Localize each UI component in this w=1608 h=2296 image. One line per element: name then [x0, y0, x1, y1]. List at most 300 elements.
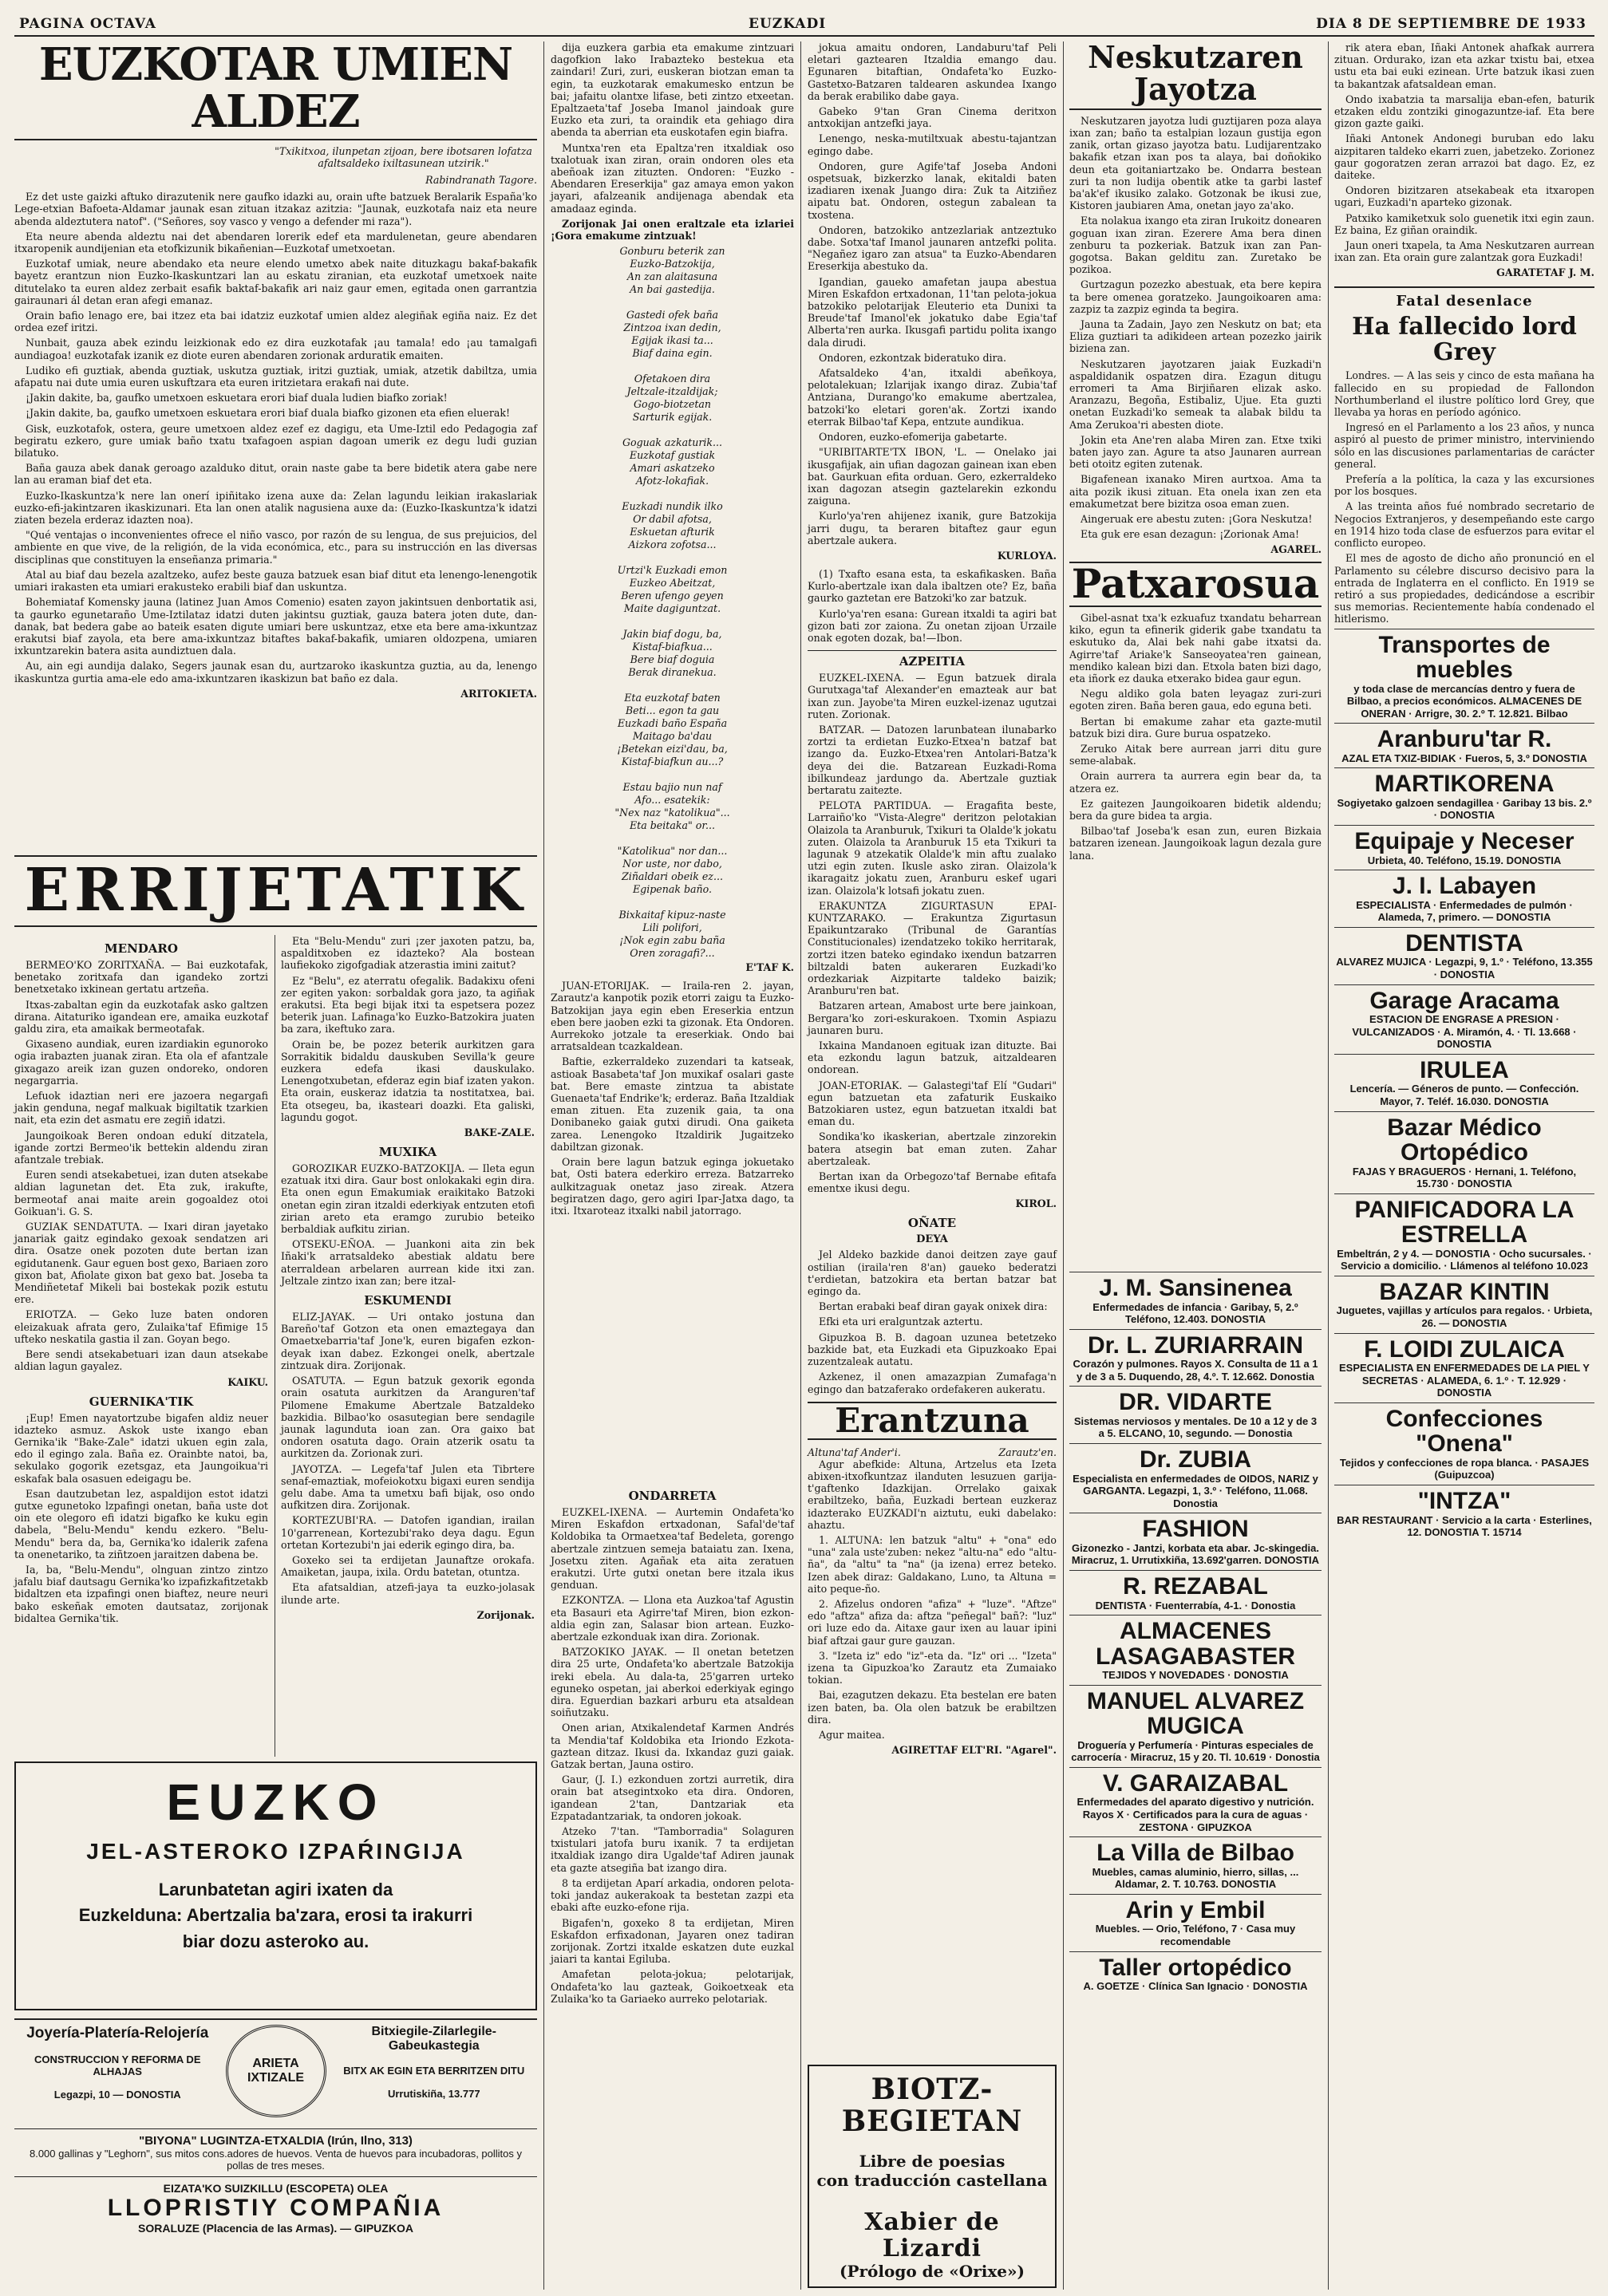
- ad-details: ALVAREZ MUJICA · Legazpi, 9, 1.º · Teléfono, 13.355 · DONOSTIA: [1336, 956, 1593, 980]
- paragraph: OTSEKU-EÑOA. — Juankoni aita zin bek Iñaki'k arratsaldeko abestiak aldatu bere aterraldean arbelaren aurrean kide itxi zan. Jeltzale zintzo ixan zan; bere itzal-: [281, 1238, 535, 1287]
- verse-line: Urtzi'k Euzkadi emon: [617, 564, 728, 577]
- erantzuna-recipient: Altuna'taf Ander'i.: [808, 1446, 901, 1458]
- paragraph: Afatsaldeko 4'an, itxaldi abeñkoya, pelotalekuan; Izlarijak ixango diraz. Zubia'taf Antziana, Durango'ko emakume abertzalea, batzoki'ko eletari goren'ak. Zortzi ixando eterrak Bilbao'taf Kepa, entzute aundikua.: [808, 367, 1057, 428]
- ad-title: Aranburu'tar R.: [1377, 726, 1552, 753]
- verse-line: Amari askatzeko: [630, 462, 715, 475]
- classified-ad: [1334, 984, 1594, 1054]
- newspaper-page: [14, 6, 1594, 2290]
- ad-bitxi-title: Bitxiegile-Zilarlegile-Gabeukastegia: [371, 2025, 496, 2053]
- paragraph: Gurtzagun pozezko abestuak, eta bere kepira ta bere omenea goratzeko. Jaungoikoaren ama: zazpiz ta zazpiz eginda ta begira.: [1069, 278, 1322, 315]
- paragraph: Gipuzkoa B. B. dagoan uzunea betetzeko bazkide bat, eta Euzkadi eta Gipuzkoako Epai zuzentzaleak autatu.: [808, 1331, 1057, 1368]
- masthead: [14, 6, 1594, 37]
- juan-etorijak-body: [551, 980, 794, 1217]
- paragraph: Azkenez, il onen amazazpian Zumafaga'n egingo dan batzaferako ordefakeren aukeratu.: [808, 1371, 1057, 1395]
- paragraph: El mes de agosto de dicho año pronunció en el Parlamento su célebre discurso decisivo para la entrada de Inglaterra en el conflicto. En 1919 se retiró a sus propiedades, dedicándose a escribir sus memorias. Recientemente había condenado el hitlerismo.: [1334, 552, 1594, 625]
- verse-line: Euzkadi baño España: [617, 717, 728, 730]
- paragraph: A las treinta años fué nombrado secretario de Negocios Extranjeros, y desempeñando este cargo en 1914 hizo toda clase de esfuerzos para evitar el conflicto europeo.: [1334, 500, 1594, 550]
- ad-title: DENTISTA: [1405, 929, 1523, 957]
- ad-details: Sistemas nerviosos y mentales. De 10 a 12 y de 3 a 5. ELCANO, 10, segundo. — Donostia: [1073, 1414, 1318, 1440]
- verse-signature: E'TAF K.: [745, 961, 794, 974]
- paragraph: Orain aurrera ta aurrera egin bear da, ta atzera ez.: [1069, 770, 1322, 795]
- lord-grey-body: [1334, 369, 1594, 625]
- ad-title: Garage Aracama: [1369, 987, 1559, 1014]
- paragraph: Nunbait, gauza abek ezindu leizkionak edo ez dira euzkotafak ¡au tamala! edo ¡au tamalgafi aundiagoa! euzkotafak izanik ez diote euren abendaren zorionak arduratik emaiten.: [14, 337, 537, 361]
- verse-line: [551, 768, 794, 781]
- paragraph: Ondoren, ezkontzak bideratuko dira.: [819, 351, 1007, 364]
- column-five: [1069, 41, 1322, 1302]
- section-errijetatik: [14, 855, 537, 1757]
- ad-details: BAR RESTAURANT · Servicio a la carta · Esterlines, 12. DONOSTIA T. 15714: [1337, 1513, 1592, 1539]
- paragraph: Ondoren bizitzaren atsekabeak eta itxaropen ugari, Euzkadi'n aparteko gizonak.: [1334, 184, 1594, 209]
- column-rule: [543, 41, 544, 2290]
- erantzuna-signature: AGIRETTAF ELT'RI. "Agarel".: [891, 1744, 1057, 1757]
- ad-title: PANIFICADORA LA ESTRELLA: [1354, 1196, 1574, 1249]
- paragraph: ELIZ-JAYAK. — Uri ontako jostuna dan Bareño'taf Gotzon eta onen emaztegaya dan Omaetxebarria'taf Jone'k, euren bigafen ezkon-deyak ixan dabez. Ezkongei onelk, abertzale zintzuak dira. Zorijonak.: [281, 1311, 535, 1371]
- ad-title: BAZAR KINTIN: [1379, 1278, 1550, 1305]
- verse-line: [551, 896, 794, 909]
- ad-euzko-line3: biar dozu asteroko au.: [182, 1931, 369, 1951]
- paragraph: dija euzkera garbia eta emakume zintzuari dagofkion lako Irabazteko bestekua eta zaindari! Zuri, zuri, euskeran biotzan eman ta egin, ta euzkotarak emakumesko entzun be bai; jafaitu olantxe lifase, beti zintzo etxeetan. Epaltzaeta'taf Joseba Imanol jaindoak gure Euzko eta zuri, ta oraindik eta gehiago dira abenda ta aberrian eta euskotafen egin biafra.: [551, 41, 794, 139]
- verse-line: Euzkeo Abeitzat,: [629, 577, 716, 590]
- verse-line: Maitago ba'dau: [632, 730, 713, 743]
- column-rule: [1328, 41, 1329, 2290]
- paragraph: Igandian, gaueko amafetan jaupa abestua Miren Eskafdon ertxadonan, 11'tan pelota-jokua batzokiko pelotarijak Eleuterio eta Dunixi ta Breude'taf Imanol'ek jokatuko dabe Egia'taf Alberta'ren aurka. Ikusgafi partidu polita ixango dala dirudi.: [808, 275, 1057, 349]
- verse-line: [551, 679, 794, 692]
- paragraph: Esan dautzubetan lez, aspaldijon estot idatzi gutxe egunetoko lzpafingi onetan, baña uste dot oin ete olegoro efi idatzi bigafko ke kuku egin dabela, "Belu-Mendu" kendu ezkero. "Belu-Mendu" bera da, ba, Gernika'ko idalerik zafena ta onenetariko, ta ziñtzoen jaraitzen dabena be.: [14, 1487, 268, 1560]
- verse-line: Egipenak baño.: [632, 883, 713, 896]
- paragraph: Ez gaitezen Jaungoikoaren bidetik aldendu; bera da gure bidea ta argia.: [1069, 797, 1322, 823]
- classified-ad: [1069, 1570, 1322, 1615]
- paragraph: Gisk, euzkotafok, ostera, geure umetxoen aldez ezef ez dagigu, eta Ume-Iztil edo Pedagogia zaf begiratu ezkero, gure umiak baño txatu txafagoen aspian dagoan umerik ez degu ludi guzian bilatuko.: [14, 422, 537, 460]
- verse-line: Kistaf-biafkua...: [632, 641, 713, 653]
- paragraph: Euzkotaf umiak, neure abendako eta neure elendo umetxo abek naite dituzkagu bakaf-bakafik bayetz erantzun nion Euzko-Ikaskuntzari lan au eskatu ziranian, eta euzkotaf umetxoek naite ditutelako ta euren aldez zerbait esafik baktaf-bakafik ari naiz gaur emen, egitada onen garrantzia gairaunari ál detan eran afegi emanaz.: [14, 258, 537, 306]
- paragraph: Prefería a la política, la caza y las excursiones por los bosques.: [1334, 473, 1594, 498]
- verse-line: Jakin biaf dogu, ba,: [622, 628, 722, 641]
- ad-jewelry: [14, 2025, 221, 2128]
- verse-line: Eskuetan afturik: [630, 526, 715, 538]
- classified-ad: [1334, 1485, 1594, 1542]
- ad-title: Taller ortopédico: [1099, 1954, 1292, 1981]
- paragraph: Bertan ixan da Orbegozo'taf Bernabe efitafa ementxe ikusi degu.: [808, 1170, 1057, 1195]
- classified-ad: [1334, 1111, 1594, 1193]
- verse-line: Beren ufengo geyen: [621, 590, 724, 602]
- newspaper-name: EUZKADI: [749, 16, 827, 32]
- paragraph: Ingresó en el Parlamento a los 23 años, y nunca aspiró al puesto de primer ministro, interviniendo sólo en las discusiones parlamentarias de carácter general.: [1334, 421, 1594, 470]
- mendaro-signature: KAIKU.: [227, 1375, 268, 1388]
- verse-line: Or dabil afotsa,: [633, 513, 712, 526]
- ad-details: Corazón y pulmones. Rayos X. Consulta de 11 a 1 y de 3 a 5. Duquendo, 28, 4.º. T. 12.662. Donostia: [1073, 1358, 1318, 1383]
- lord-grey-headline: Ha fallecido lord Grey: [1352, 313, 1577, 366]
- paragraph: Onen arian, Atxikalendetaf Karmen Andrés ta Mendia'taf Koldobika eta Iriondo Ezkota-gaztean ditzaz. Ikusi da. Ixkandaz guzi gaiak. Gatzak bertan, Jauna ostiro.: [551, 1722, 794, 1771]
- paragraph: GUZIAK SENDATUTA. — Ixari diran jayetako janariak gaitz egindako gexoak sendatzen ari dira. Osatze onek pozoten dute bertan izan egidutanenk. Gaur eguen bost gexo, Bariaen zoro gixon bat, Afiolate gixon bat gexo bat. Joseba ta Mendiñetetaf Mikeli bai bostekak pozik estutu ere.: [14, 1221, 268, 1306]
- onate-body: [808, 1249, 1057, 1395]
- verse-line: An zan alaitasuna: [626, 270, 718, 283]
- ad-title: J. I. Labayen: [1392, 873, 1537, 900]
- footnotes: [808, 568, 1057, 644]
- classified-ad: [1069, 1513, 1322, 1570]
- paragraph: Goxeko sei ta erdijetan Jaunaftze orokafa. Amaiketan, jaupa, ixila. Ordu batetan, otuntza.: [281, 1553, 535, 1579]
- ad-bitxi: [331, 2025, 538, 2128]
- verse-line: Afotz-lokafiak.: [635, 475, 709, 487]
- ad-eizar: [14, 2177, 537, 2239]
- paragraph: Eta neure abenda aldeztu nai det abendaren lorerik edef eta mardulenetan, geure abendaren itxaropenik aundijenian eta etofkizunik bikañenian—Euzkotaf umetxoetan.: [14, 230, 537, 255]
- ad-title: Dr. L. ZURIARRAIN: [1088, 1331, 1303, 1359]
- ad-details: Embeltrán, 2 y 4. — DONOSTIA · Ocho sucursales. · Servicio a domicilio. · Llámenos al teléfono 10.023: [1337, 1247, 1592, 1272]
- verse-line: Oren zoragafi?...: [630, 947, 715, 960]
- paragraph: Bai, ezagutzen dekazu. Eta bestelan ere baten izen baten, ba. Ola olen batzuk be erabiltzen dira.: [808, 1689, 1057, 1726]
- epigraph-author: Rabindranath Tagore.: [425, 174, 537, 186]
- classified-ad: [1069, 1443, 1322, 1513]
- paragraph: Bere sendi atsekabetuari izan daun atsekabe aldian lagun gayalez.: [14, 1348, 268, 1373]
- paragraph: 3. "Izeta iz" edo "iz"-eta da. "Iz" ori ... "Izeta" izena ta Gipuzkoa'ko Zarautz eta Zumaiako tokian.: [808, 1649, 1057, 1686]
- iñaki-body: [1334, 41, 1594, 263]
- paragraph: Ondoren, euzko-efomerija gabetarte.: [819, 431, 1008, 444]
- subsection-mendaro: MENDARO: [105, 941, 178, 956]
- subsection-muxika: MUXIKA: [378, 1145, 437, 1160]
- verse-line: [551, 360, 794, 373]
- classified-ad: [1069, 1329, 1322, 1387]
- paragraph: JAYOTZA. — Legefa'taf Julen eta Tibrtere senaf-emaztiak, mofeiokotxu bigaxi euren sendija gelu dabe. Ama ta umetxu bafi bijak, oso ondo aufkitzen dira. Zorijonak.: [281, 1462, 535, 1512]
- column-rule: [1063, 41, 1064, 2290]
- verse-line: [551, 615, 794, 628]
- page-date: DIA 8 DE SEPTIEMBRE DE 1933: [1316, 16, 1586, 32]
- ad-details: Juguetes, vajillas y artículos para regalos. · Urbieta, 26. — DONOSTIA: [1336, 1304, 1593, 1329]
- classified-ad: [1334, 825, 1594, 870]
- verse-line: Ziñaldari obeik ez...: [622, 870, 723, 883]
- paragraph: Baña gauza abek danak geroago azalduko ditut, orain naste gabe ta bere bidetik atera gabe nere lan au eraman biaf det eta.: [14, 462, 537, 487]
- paragraph: Zeruko Aitak bere aurrean jarri ditu gure seme-alabak.: [1069, 743, 1322, 767]
- paragraph: Itxas-zabaltan egin da euzkotafak asko galtzen dirana. Aitaturiko igandean ere, amaika euzkotaf galdu zira, eta amaikak bermeotafak.: [14, 998, 268, 1036]
- neskutz-title: Neskutzaren Jayotza: [1069, 41, 1322, 110]
- subsection-deya: DEYA: [916, 1233, 948, 1246]
- paragraph: Ondo ixabatzia ta marsalija eban-efen, baturik etzaken eldu zontziki ginogazuntze-iaf. Eta bere gizon gazte gaiki.: [1334, 93, 1594, 130]
- column-four: [808, 41, 1057, 1956]
- article-signature: ARITOKIETA.: [460, 687, 537, 700]
- verse-line: Beti... egon ta gau: [625, 704, 720, 717]
- paragraph: 8 ta erdijetan Aparí arkadia, ondoren pelota-toki jandaz aukerakoak ta bestetan zazpi eta ebaki afte euzko-efone rija.: [551, 1876, 794, 1914]
- ad-title: La Villa de Bilbao: [1096, 1840, 1294, 1867]
- paragraph: Muntxa'ren eta Epaltza'ren itxaldiak oso txalotuak ixan ziran, orain ondoren oles eta abeñoak izan zituzten. Ondoren: "Euzko -Abendaren Ereserkija" gaz amaya emon yakon jayari, afalzeanik andijenaga abendak eta amadaaz eginda.: [551, 141, 794, 215]
- emakume-body: [551, 41, 794, 215]
- paragraph: JOAN-ETORIAK. — Galastegi'taf Elí "Gudari" egun batzuetan eta zafaturik Euskaiko Batzokiaren ustez, egun batzuetan itxaldi bat eman du.: [808, 1079, 1057, 1128]
- verse-line: Egijak ikasi ta...: [631, 334, 713, 347]
- paragraph: Ondoren, gure Agife'taf Joseba Andoni ospetsuak, bizkerzko lanak, ekitaldi baten izadiaren ixenak Juango dira: Zuk ta Aitziñez aipatu bat. Ondoren, ostegun zabalean ta txostena.: [808, 160, 1057, 221]
- verse-line: Euzko-Batzokija,: [630, 258, 715, 270]
- subsection-ondarreta: ONDARRETA: [628, 1489, 717, 1503]
- ad-title: Bazar Médico Ortopédico: [1387, 1114, 1542, 1166]
- ad-details: AZAL ETA TXIZ-BIDIAK · Fueros, 5, 3.º DONOSTIA: [1341, 752, 1587, 764]
- classified-ad: [1069, 1272, 1322, 1329]
- verse-line: Gastedi ofek baña: [626, 309, 719, 322]
- paragraph: Bertan erabaki beaf diran gayak onixek dira:: [819, 1300, 1048, 1313]
- ad-details: FAJAS Y BRAGUEROS · Hernani, 1. Teléfono, 15.730 · DONOSTIA: [1352, 1165, 1577, 1190]
- paragraph: ¡Jakin dakite, ba, gaufko umetxoen eskuetara erori biaf duala ludien biafko zoriak!: [26, 392, 448, 404]
- ad-details: Lencería. — Géneros de punto. — Confección. Mayor, 7. Teléf. 16.030. DONOSTIA: [1349, 1083, 1579, 1107]
- ad-details: ESPECIALISTA EN ENFERMEDADES DE LA PIEL Y SECRETAS · ALAMEDA, 6. 1.º · T. 12.929 · DONOSTIA: [1339, 1362, 1590, 1399]
- classified-ad: [1069, 1836, 1322, 1894]
- epigraph-quote: "Txikitxoa, ilunpetan zijoan, bere ibotsaren lofatza afaltsaldeko ixiltasunean utzirik.": [275, 144, 532, 169]
- paragraph: Atzeko 7'tan. "Tamborradia" Solaguren txistulari jatofa buru ixanik. 7 ta erdijetan itxaldiak izango dira Ugalde'taf Adiren jaunak eta gazte atsegiña bat izango dira.: [551, 1825, 794, 1874]
- book-author: Xabier de Lizardi: [864, 2208, 1000, 2263]
- article-body: [14, 191, 537, 684]
- verse-line: Gogo-biotzetan: [633, 398, 712, 411]
- ad-details: Especialista en enfermedades de OIDOS, NARIZ y GARGANTA. Legazpi, 1, 3.º · Teléfono, 11.068. Donostia: [1073, 1472, 1318, 1509]
- ad-title: V. GARAIZABAL: [1102, 1769, 1289, 1797]
- ad-details: Sogiyetako galzoen sendagillea · Garibay 13 bis. 2.º · DONOSTIA: [1337, 796, 1592, 822]
- ad-euzko-title: EUZKO: [166, 1773, 385, 1831]
- verse-line: An bai gastedija.: [630, 283, 715, 296]
- erantzuna-place: Zarautz'en.: [998, 1446, 1057, 1458]
- article-umien-aldez: [14, 38, 537, 887]
- verse-line: Sarturik egijak.: [632, 411, 713, 424]
- azpeitia-body: [808, 672, 1057, 1076]
- ad-title: Transportes de muebles: [1378, 631, 1551, 684]
- ad-euzko-line1: Larunbatetan agiri ixaten da: [158, 1879, 393, 1900]
- paragraph: ¡Eup! Emen nayatortzube bigafen aldiz neuer idazteko asmuz. Askok uste ixango eban Gernika'ik "Bake-Zale" idatzi ukuen egin zala, edo il egingo zala. Baña ez. Orainbte natoi, ba, sekulako gogorik ezetsgaz, eta Jaungoikua'ri eskafak bala osasuen edeigagu be.: [14, 1411, 268, 1485]
- ad-details: DENTISTA · Fuenterrabía, 4-1. · Donostia: [1095, 1599, 1296, 1612]
- ad-details: Muebles, camas aluminio, hierro, sillas, ... Aldamar, 2. T. 10.763. DONOSTIA: [1092, 1865, 1299, 1891]
- ad-eizar-title: EIZATA'KO SUIZKILLU (ESCOPETA) OLEA: [163, 2182, 389, 2195]
- ad-title: MARTIKORENA: [1374, 771, 1555, 798]
- book-line2: con traducción castellana: [816, 2171, 1048, 2191]
- paragraph: BERMEO'KO ZORITXAÑA. — Bai euzkotafak, benetako zoritxafa dan igandeko zortzi benetxetako ixkinean gertatu artzeña.: [14, 959, 268, 996]
- subsection-eskumendi: ESKUMENDI: [364, 1293, 452, 1308]
- ads-list: [1069, 1272, 1322, 1996]
- paragraph: KORTEZUBI'RA. — Datofen igandian, irailan 10'garrenean, Kortezubi'rako deya dagu. Egun ortetan Kortezubi'n jai ederik egingo dira, ba.: [281, 1514, 535, 1551]
- book-ad: [808, 2065, 1057, 2288]
- paragraph: Amafetan pelota-jokua; pelotarijak, Ondafeta'ko lau gazteak, Goikoetxeak eta Zulaika'ko ta Gariaeko aurreko pelotariak.: [551, 1968, 794, 2005]
- guernika-body: [14, 1412, 268, 1624]
- ad-details: ESPECIALISTA · Enfermedades de pulmón · Alameda, 7, primero. — DONOSTIA: [1356, 898, 1573, 924]
- paragraph: Au, ain egi aundija dalako, Segers jaunak esan du, aurtzaroko ikaskuntza guztia, au da, lenengo ikaskuntza gurtia ama-ele edo ama-ixkuntzaren ikaskizun bat baño ez dala.: [14, 660, 537, 684]
- paragraph: EUZKEL-IXENA. — Aurtemin Ondafeta'ko Miren Eskafdon ertxadonan, Safal'de'taf Koldobika ta Ormaetxea'taf Bedeleta, gorengo abertzale zintzuen semeja bataiatu zan. Ixena, Josetxu ziten. Agañak eta aita zeratuen erakutzi. Urte gutxi onetan bere itzala ikus genduan.: [551, 1506, 794, 1592]
- verse-line: "Nex naz "katolikua"...: [614, 807, 730, 819]
- verse-line: ¡Nok egin zabu baña: [619, 934, 725, 947]
- paragraph: Bohemiataf Komensky jauna (latinez Juan Amos Comenio) esaten zayon jakintsuen denbortatik asi, ta gaurko egunetaraño Ume-Iztilataz idatzi duten jakintsu guztiak, gauza batera joten dute, dan-danak, bat bedera gabe ao bateik esaten digute umiari bere uskuntzaz, etxe eta bere ama-ixkuntzaz erakutsi biaf zayola, eta bere ama-ixkuntzaz bitaftes bakaf-bakafik, umiaren oldozpena, umiaren ixkuntzarekin batera asita aundiztuen dala.: [14, 596, 537, 657]
- ad-biyona-title: "BIYONA" LUGINTZA-ETXALDIA (Irún, Ilno, 313): [139, 2134, 413, 2148]
- ad-title: R. REZABAL: [1123, 1573, 1268, 1600]
- verse-line: Euzkadi nundik ilko: [622, 500, 723, 513]
- verse-line: Ofetakoen dira: [634, 373, 711, 385]
- verse-line: Aizkora zofotsa...: [628, 538, 717, 551]
- paragraph: ERAKUNTZA ZIGURTASUN EPAI-KUNTZARAKO. — Erakuntza Zigurtasun Epaikuntzarako (Tribunal de Garantías Constitucionales) izendatzeko tokiko herritarak, zortzi itzen bateko egindako ixendun batzarren biltzaldi baten aukeraren Euzkadi'ko ordezkariak Aizpitarte taldeko baizik; Aranburu'ren bat.: [808, 899, 1057, 997]
- paragraph: Jel Aldeko bazkide danoi deitzen zaye gauf ostilian (iraila'ren 8'an) gaueko bederatzi t'erdietan, batzokira eta bertan batzar bat egingo da.: [808, 1249, 1057, 1298]
- ad-details: TEJIDOS Y NOVEDADES · DONOSTIA: [1102, 1669, 1289, 1682]
- ad-details: Muebles. — Orio, Teléfono, 7 · Casa muy recomendable: [1095, 1923, 1296, 1947]
- paragraph: Ixkaina Mandanoen egituak izan dituzte. Bai eta ezkondu lagun batzuk, aitzaldearen ondorean.: [808, 1040, 1057, 1076]
- ad-jewelry-addr: Legazpi, 10 — DONOSTIA: [53, 2089, 181, 2101]
- ad-details: Enfermedades de infancia · Garibay, 5, 2.º Teléfono, 12.403. DONOSTIA: [1092, 1300, 1298, 1326]
- section-ondarreta: [551, 1482, 794, 2288]
- paragraph: Bertan bi emakume zahar eta gazte-mutil batzuk bizi dira. Gure burua ospatzeko.: [1069, 715, 1322, 740]
- verse-line: [551, 424, 794, 436]
- paragraph: BATZOKIKO JAYAK. — Il onetan betetzen dira 25 urte, Ondafeta'ko abertzale Batzokija ireki ebela. Au dala-ta, 25'garren urteko eguneko ospetan, jai aberkoi ederkiyak egingo dira. Eguerdian bazkari arburu eta atsaldean soiñutzaku.: [551, 1646, 794, 1719]
- paragraph: "URIBITARTE'TX IBON, 'L. — Onelako jai ikusgafijak, ain ufian dagozan gainean ixan eben bat. Gaurkuan efita orduan. Gero, ezkerraldeko ixan dagozan atsegin gaztelarekin ezkondu zaiguna.: [808, 446, 1057, 507]
- ad-eizar-addr: SORALUZE (Placencia de las Armas). — GIPUZKOA: [138, 2222, 413, 2235]
- ad-euzko: [14, 1761, 537, 2010]
- verse-line: Euzkotaf gustiak: [629, 449, 716, 462]
- paragraph: Ludiko efi guztiak, abenda guztiak, uskutza guztiak, iritzi guztiak, umiak, atzetik dabiltza, umia afapatu nai dute umia euren uskuftzara eta euren iritzietara erakafi nai dute.: [14, 364, 537, 389]
- section-title: ERRIJETATIK: [14, 855, 537, 927]
- paragraph: Gaur, (J. I.) ezkonduen zortzi aurretik, dira orain bat atsegintxoko eta dira. Ondoren, igandean 2'tan, Dantzariak eta Ezpatadantzariak, ta ondoren jokoak.: [551, 1773, 794, 1822]
- garatetaf-signature: GARATETAF J. M.: [1496, 266, 1594, 279]
- neskutz-body: [1069, 115, 1322, 541]
- verse-line: ¡Betekan eizi'dau, ba,: [617, 743, 728, 755]
- paragraph: EUZKEL-IXENA. — Egun batzuek dirala Gurutxaga'taf Alexander'en emazteak aur bat ixan zun. Jayobe'ta Miren euzkel-izenaz ugutzai ruten. Zorionak.: [808, 672, 1057, 720]
- ad-title: DR. VIDARTE: [1119, 1389, 1272, 1416]
- ad-title: Equipaje y Neceser: [1354, 828, 1574, 855]
- book-line1: Libre de poesias: [859, 2152, 1005, 2172]
- ad-title: F. LOIDI ZULAICA: [1364, 1335, 1565, 1363]
- verse-intro: Zorijonak Jai onen eraltzale eta izlariei ¡Gora emakume zintzuak!: [551, 217, 794, 243]
- ad-bitxi-sub: BITX AK EGIN ETA BERRITZEN DITU: [343, 2065, 525, 2077]
- ad-title: IRULEA: [1420, 1056, 1509, 1083]
- classified-ad: [1069, 1894, 1322, 1951]
- paragraph: Orain bere lagun batzuk eginga jokuetako bat, Osti batera ederkiro erreza. Batzarreko aulkitzaguak onetaz jaso zireak. Atzera begiratzen dago, gero agiri Ipar-Jatxa dago, ta itxi. Itxaroteaz itxalki nabil jatorrago.: [551, 1156, 794, 1217]
- paragraph: (1) Txafto esana esta, ta eskafikasken. Baña Kurlo-abertzale ixan dala ibaltzen ote? Ez, baña gaurko gaztetan ere Batzoki'ko zar batzuk.: [808, 567, 1057, 605]
- paragraph: Jaungoikoak Beren ondoan edukí ditzatela, igande zortzi Bermeo'ik bettekin aldendu ziran afantzale trebiak.: [14, 1129, 268, 1166]
- paragraph: PELOTA PARTIDUA. — Eragafita beste, Larraiño'ko "Vista-Alegre" deritzon pelotakian Olaizola ta Aranburuk, Txikuri ta Olalde'k jokatu zuten. Olaizola ta Aranburuk 15 eta Txikuri ta lagunak 9 atzekatik Olalde'k min aftu zualako utzi egin zuten. Ikusle asko ziran. Olaizola'k ikaragaitz jokatu zuen, Aranburu eskef ugari izan. Olaizola'k lotsafi jokatu zuen.: [808, 799, 1057, 897]
- ad-bitxi-addr: Urrutiskiña, 13.777: [387, 2088, 480, 2100]
- verse-line: Kistaf-biafkun au...?: [621, 755, 724, 768]
- verse-line: Afo... esatekik:: [634, 794, 710, 807]
- paragraph: "Qué ventajas o inconvenientes ofrece el niño vasco, por razón de su lengua, de sus prejuicios, del ambiente en que vive, de la religión, de la vida económica, etc., para su instrucción en las diversas disciplinas que constituyen la enseñanza primaria.": [14, 529, 537, 566]
- classified-ad: [1334, 1333, 1594, 1402]
- classified-ad: [1069, 1386, 1322, 1443]
- ad-euzko-line2: Euzkelduna: Abertzalia ba'zara, erosi ta irakurri: [78, 1905, 473, 1926]
- classified-ad: [1069, 1767, 1322, 1836]
- classified-ad: [1334, 927, 1594, 984]
- subsection-guernika: GUERNIKA'TIK: [89, 1394, 194, 1409]
- paragraph: Sondika'ko ikaskerian, abertzale zinzorekin batera atsegin bat eman zuten. Zahar abertzaleak.: [808, 1130, 1057, 1167]
- ad-eizar-company: LLOPRISTIY COMPAÑIA: [107, 2195, 444, 2221]
- verse-line: Berak diranekua.: [628, 666, 717, 679]
- ad-title: "INTZA": [1417, 1488, 1511, 1515]
- classified-ad: [1334, 1054, 1594, 1111]
- paragraph: Orain be, be pozez beterik aurkitzen gara Sorrakitik bidaldu dauskuben Sevilla'k geure euzkera edefa ikasi dauskulako. Lenengotxubetan, efderaz egin biaf izaten yakon. Eta orain, euskeraz idatzia ta nostitatxea, bai. Eta otsegeu, ba, ikasteari doazki. Eta galiski, lagundu gogot.: [281, 1038, 535, 1123]
- joan-etoriak-body: [808, 1079, 1057, 1195]
- paragraph: Eta nolakua ixango eta ziran Irukoitz donearen goguan ixan ziran. Ezerere Ama bera dinen zenburu ta pozkeriak. Batzuk ixan zan Pan-gogotsa. Bakan gelditu zan. Zuretako be pozikoa.: [1069, 215, 1322, 276]
- paragraph: Kurlo'ya'ren esana: Gurean itxaldi ta agiri bat gizon bati zor zaiona. Zu onetan zijoan Urzaile onak egoten dozak, ba!—Ibon.: [808, 607, 1057, 644]
- muxika-body: [281, 1162, 535, 1287]
- paragraph: rik atera eban, Iñaki Antonek ahafkak aurrera zituan. Ordurako, izan eta azkar txistu bai, etxea ustu eta bai euki ezinean. Urte batzuk ikasi zuen ta bakantzak afatsaldean eman.: [1334, 41, 1594, 90]
- bottom-ads: [14, 1761, 537, 2290]
- paragraph: ERIOTZA. — Geko luze baten ondoren eleizakuak afrata gero, Zulaika'taf Efimige 15 ufteko neskatila gastia il zan. Goyan bego.: [14, 1308, 268, 1345]
- ad-title: J. M. Sansinenea: [1099, 1275, 1292, 1301]
- verse-line: [551, 296, 794, 309]
- paragraph: Aingeruak ere abestu zuten: ¡Gora Neskutza!: [1081, 513, 1313, 526]
- ad-jewelry-title: Joyería-Platería-Relojería: [26, 2025, 209, 2042]
- paragraph: Iñaki Antonek Andonegi buruban edo laku aizpitaren taldeko ekarri zuen, jabetzeko. Zorionez gaur gogoratzen zeran arrazoi bat dago. Ez, ez daiteke.: [1334, 132, 1594, 182]
- paragraph: Bigafenean ixanako Miren aurtxoa. Ama ta aita pozik ikusi zituan. Eta onela ixan zen eta emakumetzat bere bizitza osoa eman zuen.: [1069, 473, 1322, 510]
- mendaro-body: [14, 959, 268, 1373]
- verse-line: Nor uste, nor dabo,: [622, 858, 722, 870]
- arieta-logo: ARIETA IXTIZALE: [226, 2025, 326, 2117]
- paragraph: Gixaseno aundiak, euren izardiakin egunoroko ogia irabazten juanak ziran. Eta ola ef afantzale gixagazo areik izan guzen ondoreko, ondoren negargarria.: [14, 1038, 268, 1087]
- eskumendi-signature: Zorijonak.: [476, 1608, 535, 1621]
- verse-line: [551, 487, 794, 500]
- paragraph: Ez "Belu", ez aterratu ofegalik. Badakixu ofeni zer egiten yakon: sorbaldak gora jazo, ta agiñak erakutsi. Eta begi bijak itxi ta espetsera pozez beterik juan. Lafinaga'ko Euzko-Batzokira juaten ba zara, ikeftuko zara.: [281, 974, 535, 1036]
- paragraph: Neskutzaren jayotza ludi guztijaren poza alaya ixan zan; baño ta estalpian lozaun gustija egon zanik, ortan gizaso jayotza batu. Ludijarentzako bakafik etzan ixan pos ta alaya, bai doñokiko deun eta goitaniartzako be. Ondarra bestean zuri ta non ludija obentik atke ta garbi lastef ba'ak'ef ikusiko zalako. Gotzonak be ikusi zue, Kistoren jaubiaren Ama, onetan jayo za'ako.: [1069, 114, 1322, 212]
- column-six: [1334, 41, 1594, 2290]
- verse-line: Biaf daina egin.: [632, 347, 713, 360]
- paragraph: Jokin eta Ane'ren alaba Miren zan. Etxe txiki baten jayo zan. Agure ta atso Jaunaren aurrean beti otoitz egiten zutenak.: [1069, 433, 1322, 471]
- paragraph: Agur maitea.: [819, 1729, 885, 1742]
- ad-title: Dr. ZUBIA: [1139, 1446, 1251, 1473]
- ad-title: Confecciones "Onena": [1385, 1405, 1543, 1458]
- ad-title: MANUEL ALVAREZ MUGICA: [1086, 1687, 1305, 1740]
- verse-line: [551, 832, 794, 845]
- paragraph: Eta "Belu-Mendu" zuri ¡zer jaxoten patzu, ba, aspalditxoben ez idazteko? Ala bostean laufiekoko zigofgadiak atzerastia imini zaitut?: [281, 935, 535, 972]
- ad-jewelry-row: [14, 2018, 537, 2129]
- paragraph: Batzaren artean, Amabost urte bere jainkoan, Bergara'ko zori-eskurakoen. Txomin Aspiazu jaunaren buru.: [808, 1000, 1057, 1036]
- subsection-onate: OÑATE: [907, 1216, 957, 1231]
- paragraph: Kurlo'ya'ren ahijenez ixanik, gure Batzokija jarri dugu, ta beraren bitaftez gaur egun abertzale aukera.: [808, 510, 1057, 546]
- classified-ad: [1069, 1951, 1322, 1996]
- paragraph: jokua amaitu ondoren, Landaburu'taf Peli eletari gaztearen Itzaldia emango dau. Egunaren bitaftian, Ondafeta'ko Euzko-Gastetxo-Batzaren taldearen askundea Ixango da berak erabiliko dabe gaya.: [808, 41, 1057, 102]
- verse-line: Maite dagiguntzat.: [623, 602, 721, 615]
- ad-jewelry-sub: CONSTRUCCION Y REFORMA DE ALHAJAS: [34, 2053, 201, 2077]
- classified-ad: [1069, 1685, 1322, 1767]
- ondafeta-jaya-body: [808, 41, 1057, 546]
- page-label: PAGINA OCTAVA: [19, 16, 156, 32]
- paragraph: Eta afatsaldian, atzefi-jaya ta euzko-jolasak ilunde arte.: [281, 1581, 535, 1606]
- paragraph: Neskutzaren jayotzaren jaiak Euzkadi'n aspaldidanik ospatzen dira. Ezagun ditugu erromeri ta Ama Birjiñaren elizak asko. Aranzazu, Begoña, Estibaliz, Ujue. Eta guzti onetan Euzkadi'ko semeak ta alabak bildu ta Ama Zerukoa'ri abesten diote.: [1069, 357, 1322, 431]
- ads-list: [1334, 629, 1594, 1542]
- paragraph: 2. Afizelus ondoren "afiza" + "luze". "Aftze" edo "aftza" afiza da: aftza "peñegal" bañ?: "luz" ori luze edo da. Aitaxe gaur ixen au lauar ipini biaf aftzai gaur gure gauzan.: [808, 1598, 1057, 1647]
- paragraph: Atal au biaf dau bezela azaltzeko, aufez beste gauza batzuek esan biaf ditut eta lenengo-lenengotik umiari irakasten eta umiari erakusteko erabili biaf dan uskuntza.: [14, 568, 537, 594]
- kurloya-signature: KURLOYA.: [997, 549, 1057, 562]
- paragraph: Baftie, ezkerraldeko zuzendari ta katseak, astioak Basabeta'taf Jon muxikaf osalari gaste bat. Bere emaste zintzua ta abistate Guenaeta'taf Endrike'k; erderaz. Baña Itzaldiak eman zituen. Eta zuzenik gaia, ta ona Donibaneko gaiak gutxi dirudi. Ona gaiketa zarea. Lenengoko Itzaldirik Jugaitzeko dabiltzan gizonak.: [551, 1055, 794, 1153]
- paragraph: Orain bafio lenago ere, bai itzez eta bai idatziz euzkotaf umien aldez alegiñak egiña naiz. Ez det ordea ezef iritzi.: [14, 310, 537, 334]
- verse-line: [551, 551, 794, 564]
- erantzuna-header: [808, 1446, 1057, 1458]
- ad-details: ESTACION DE ENGRASE A PRESION · VULCANIZADOS · A. Miramón, 4. · Tl. 13.668 · DONOSTIA: [1352, 1013, 1577, 1051]
- fatal-desenlace-kicker: Fatal desenlace: [1334, 286, 1594, 310]
- paragraph: Gibel-asnat txa'k ezkuafuz txandatu beharrean kiko, egun ta efinerik giderik gabe txandatu ta eskutuko da, Alai bek nahi gabe itxatsi da. Agirre'taf Ariake'k Sanseoyatea'ren gainean, mendiko kalean bizi dan. Etxola baten bizi dago, eta iñork ez dauka etxerako bidea gaur egun.: [1069, 611, 1322, 684]
- verse-line: Estau bajio nun naf: [622, 781, 722, 794]
- ad-details: Gizonezko - Jantzi, korbata eta abar. Jc-skingedia. Miracruz, 1. Urrutixkiña, 13.692'garren. DONOSTIA: [1071, 1541, 1320, 1567]
- ad-biyona: [14, 2129, 537, 2177]
- column-rule: [800, 41, 801, 2290]
- paragraph: ¡Jakin dakite, ba, gaufko umetxoen eskuetara erori biaf duala biafko gizonen eta efien eluerak!: [26, 407, 511, 420]
- article-title: EUZKOTAR UMIEN ALDEZ: [14, 41, 537, 140]
- paragraph: Lefuok idaztian neri ere jazoera negargafi jakin genduna, negaf malkuak bigiltatik tzarkien nait, eta ezin det asmatu ere zegiñ idatzi.: [14, 1090, 268, 1126]
- paragraph: GOROZIKAR EUZKO-BATZOKIJA. — Ileta egun ezatuak itxi dira. Gaur bost onlokakaki egin dira. Eta onen egun Emakumiak eraikitako Batzoki onetan egin ziran itzaldi ederkiyak entzuten etofi zirian areto eta eramgo zurubio beteiko berbaldiak aufkitu zirian.: [281, 1162, 535, 1236]
- ondarreta-body: [551, 1506, 794, 2005]
- paragraph: 1. ALTUNA: len batzuk "altu" + "ona" edo "una" zala uste'zuben: nekez "altu-na" edo "altu-ña", da "altu" ta "na" (ja izena) errez beteko. Izen abek diraz: Galdakano, Luno, ta Altuna = aito peque-ño.: [808, 1534, 1057, 1595]
- paragraph: Euzko-Ikaskuntza'k nere lan onerí ipiñitako izena auxe da: Zelan lagundu leikian irakaslariak euzko-efi-jakintzaren ikaskizunari. Eta lan onen atalik nagusiena auxe da: (Euzko-Ikaskuntza'k idatzi ziaten bezela erderaz idazten noa).: [14, 489, 537, 527]
- erantzuna-body: [808, 1458, 1057, 1741]
- column-five-ads: [1069, 1272, 1322, 2290]
- belumendu-body: [281, 935, 535, 1123]
- classified-ad: [1334, 767, 1594, 825]
- verse-line: Eta beitaka" or...: [629, 819, 716, 832]
- subsection-azpeitia: AZPEITIA: [808, 650, 1057, 669]
- verse-line: Bere biaf doguia: [630, 653, 715, 666]
- paragraph: Eta guk ere esan dezagun: ¡Zorionak Ama!: [1081, 528, 1300, 541]
- ad-title: Arin y Embil: [1125, 1896, 1266, 1923]
- paragraph: Ez det uste gaizki aftuko dirazutenik nere gaufko idazki au, orain ufte batzuek Beralarik España'ko Lege-etxian Bafoeta-Aldamar jaunak esan zituan itzakaz azitzia: "Jaunak, euzkotafa naiz eta neure abenda aldeztutera natof". ("Señores, soy vasco y vengo a defender mi raza").: [14, 191, 537, 227]
- verse-line: Zintzoa ixan dedin,: [623, 322, 721, 334]
- classified-ad: [1334, 1276, 1594, 1333]
- verse-line: Goguak azkaturik...: [622, 436, 723, 449]
- patx-title: Patxarosua: [1069, 562, 1322, 607]
- classified-ad: [1334, 723, 1594, 767]
- kirol-signature: KIROL.: [1015, 1197, 1057, 1210]
- ad-title: ALMACENES LASAGABASTER: [1095, 1618, 1295, 1670]
- verse-line: Gonburu beterik zan: [619, 245, 725, 258]
